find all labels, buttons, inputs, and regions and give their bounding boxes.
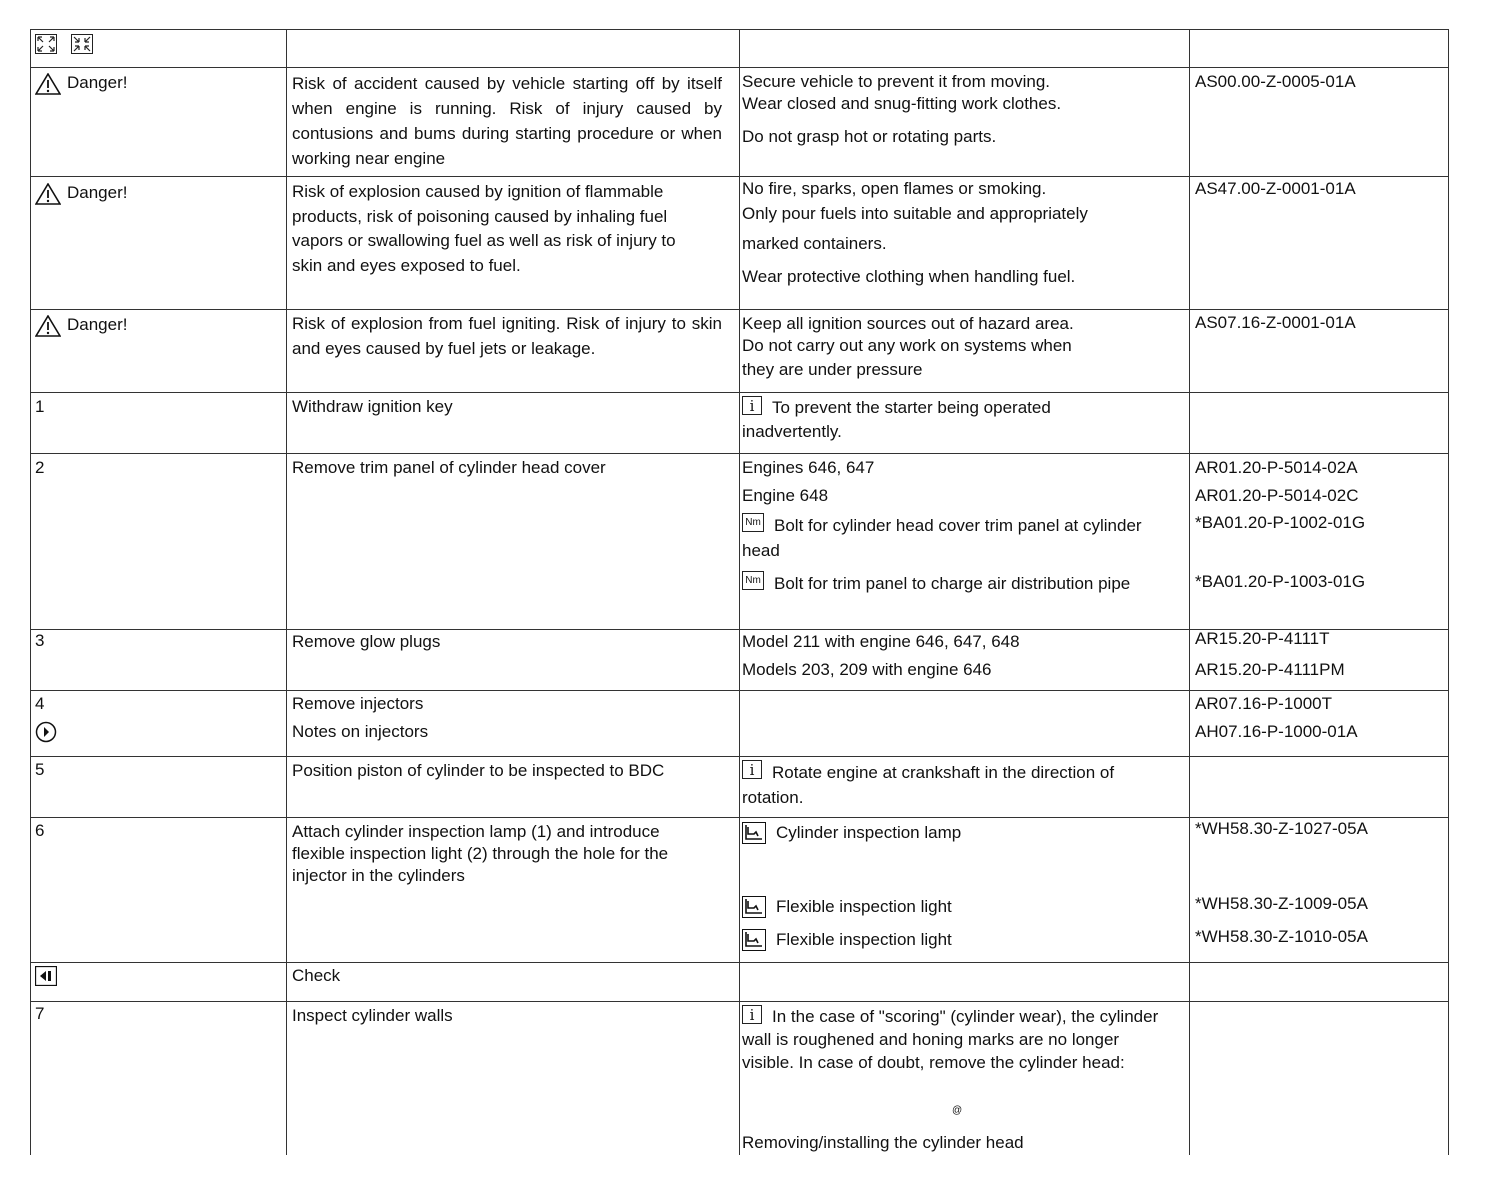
special-tool-icon	[742, 896, 766, 918]
measure-text: Wear protective clothing when handling fuel.	[742, 267, 1076, 286]
check-icon	[35, 966, 57, 986]
warning-icon	[35, 73, 61, 95]
step-note: Bolt for cylinder head cover trim panel at cylinder head	[742, 516, 1142, 560]
step-number: 2	[35, 458, 45, 477]
step-note: Models 203, 209 with engine 646	[742, 660, 992, 679]
step-number: 1	[35, 397, 45, 416]
danger-label: Danger!	[67, 73, 128, 92]
risk-text: Risk of accident caused by vehicle starting off by itself when engine is running. Risk of injury caused by contusions and bums during starting procedure or when working near engine	[292, 74, 722, 168]
special-tool-icon	[742, 822, 766, 844]
step-action: Check	[292, 966, 341, 985]
risk-text: Risk of explosion from fuel igniting. Risk of injury to skin and eyes caused by fuel jets or leakage.	[292, 314, 722, 358]
info-icon: i	[742, 760, 762, 779]
document-reference-link[interactable]: AR15.20-P-4111PM	[1195, 660, 1345, 679]
measure-text: they are under pressure	[742, 360, 923, 379]
measure-text: Wear closed and snug-fitting work clothes.	[742, 94, 1062, 113]
document-reference-link[interactable]: *WH58.30-Z-1009-05A	[1195, 894, 1368, 913]
step-action: Remove glow plugs	[292, 632, 441, 651]
measure-text: marked containers.	[742, 234, 887, 253]
document-reference-link[interactable]: AR01.20-P-5014-02C	[1195, 486, 1359, 505]
document-reference-link[interactable]: AR01.20-P-5014-02A	[1195, 458, 1358, 477]
danger-row-accident	[31, 68, 1449, 177]
document-reference-link[interactable]: AS00.00-Z-0005-01A	[1195, 72, 1356, 91]
document-reference-link[interactable]: AR15.20-P-4111T	[1195, 629, 1330, 648]
torque-icon: Nm	[742, 513, 764, 532]
step-row-6	[31, 818, 1449, 963]
info-icon: i	[742, 1005, 762, 1024]
danger-label: Danger!	[67, 183, 128, 202]
danger-row-fuel-igniting	[31, 310, 1449, 393]
measure-text: Do not grasp hot or rotating parts.	[742, 127, 997, 146]
procedure-link[interactable]: Removing/installing the cylinder head	[742, 1133, 1024, 1152]
step-note: To prevent the starter being operated inadvertently.	[742, 398, 1051, 441]
notes-arrow-icon	[35, 721, 57, 743]
step-note: Bolt for trim panel to charge air distribution pipe	[774, 574, 1131, 593]
step-action: Remove injectors	[292, 694, 424, 713]
measure-text: Secure vehicle to prevent it from moving.	[742, 72, 1051, 91]
measure-text: No fire, sparks, open flames or smoking.	[742, 179, 1047, 198]
step-note: In the case of "scoring" (cylinder wear), the cylinder wall is roughened and honing marks are no longer visible. In case of doubt, remove the cylinder head:	[742, 1007, 1159, 1072]
step-number: 3	[35, 631, 45, 650]
danger-label: Danger!	[67, 315, 128, 334]
step-row-5	[31, 757, 1449, 818]
procedure-table	[30, 29, 1449, 1155]
step-action: Remove trim panel of cylinder head cover	[292, 458, 606, 477]
tool-name: Flexible inspection light	[776, 897, 952, 916]
step-row-7	[31, 1002, 1449, 1155]
document-reference-link[interactable]: *WH58.30-Z-1010-05A	[1195, 927, 1368, 946]
document-reference-link[interactable]: AS47.00-Z-0001-01A	[1195, 179, 1356, 198]
step-number: 7	[35, 1004, 45, 1023]
document-reference-link[interactable]: AS07.16-Z-0001-01A	[1195, 313, 1356, 332]
step-note: Engines 646, 647	[742, 458, 875, 477]
torque-icon: Nm	[742, 571, 764, 590]
step-number: 5	[35, 760, 45, 779]
link-marker: @	[952, 1105, 963, 1116]
document-reference-link[interactable]: *WH58.30-Z-1027-05A	[1195, 819, 1368, 838]
collapse-icon[interactable]	[71, 34, 93, 54]
step-action: Inspect cylinder walls	[292, 1006, 453, 1025]
tool-name: Flexible inspection light	[776, 930, 952, 949]
measure-text: Keep all ignition sources out of hazard area.	[742, 314, 1074, 333]
risk-text: Risk of explosion caused by ignition of flammable products, risk of poisoning caused by inhaling fuel vapors or swallowing fuel as well as risk of injury to skin and eyes exposed to fuel.	[292, 182, 676, 275]
step-action: Position piston of cylinder to be inspected to BDC	[292, 761, 665, 780]
step-note: Rotate engine at crankshaft in the direction of rotation.	[742, 763, 1115, 807]
tool-name: Cylinder inspection lamp	[776, 823, 962, 842]
warning-icon	[35, 315, 61, 337]
step-row-1	[31, 393, 1449, 454]
step-row-2	[31, 454, 1449, 630]
document-reference-link[interactable]: AH07.16-P-1000-01A	[1195, 722, 1358, 741]
measure-text: Do not carry out any work on systems when	[742, 336, 1072, 355]
danger-row-explosion-fuel	[31, 177, 1449, 310]
step-action: Attach cylinder inspection lamp (1) and introduce flexible inspection light (2) through the hole for the injector in the cylinders	[292, 822, 669, 885]
measure-text: Only pour fuels into suitable and appropriately	[742, 204, 1088, 223]
step-number: 4	[35, 694, 45, 713]
step-row-3	[31, 630, 1449, 691]
expand-icon[interactable]	[35, 34, 57, 54]
document-reference-link[interactable]: *BA01.20-P-1002-01G	[1195, 513, 1366, 532]
step-note: Model 211 with engine 646, 647, 648	[742, 632, 1020, 651]
step-row-4	[31, 691, 1449, 757]
document-reference-link[interactable]: AR07.16-P-1000T	[1195, 694, 1333, 713]
step-action: Notes on injectors	[292, 722, 429, 741]
step-note: Engine 648	[742, 486, 829, 505]
info-icon: i	[742, 396, 762, 415]
step-number: 6	[35, 821, 45, 840]
check-row	[31, 963, 1449, 1002]
document-reference-link[interactable]: *BA01.20-P-1003-01G	[1195, 572, 1366, 591]
step-action: Withdraw ignition key	[292, 397, 453, 416]
special-tool-icon	[742, 929, 766, 951]
warning-icon	[35, 183, 61, 205]
table-header-row	[31, 30, 1449, 68]
